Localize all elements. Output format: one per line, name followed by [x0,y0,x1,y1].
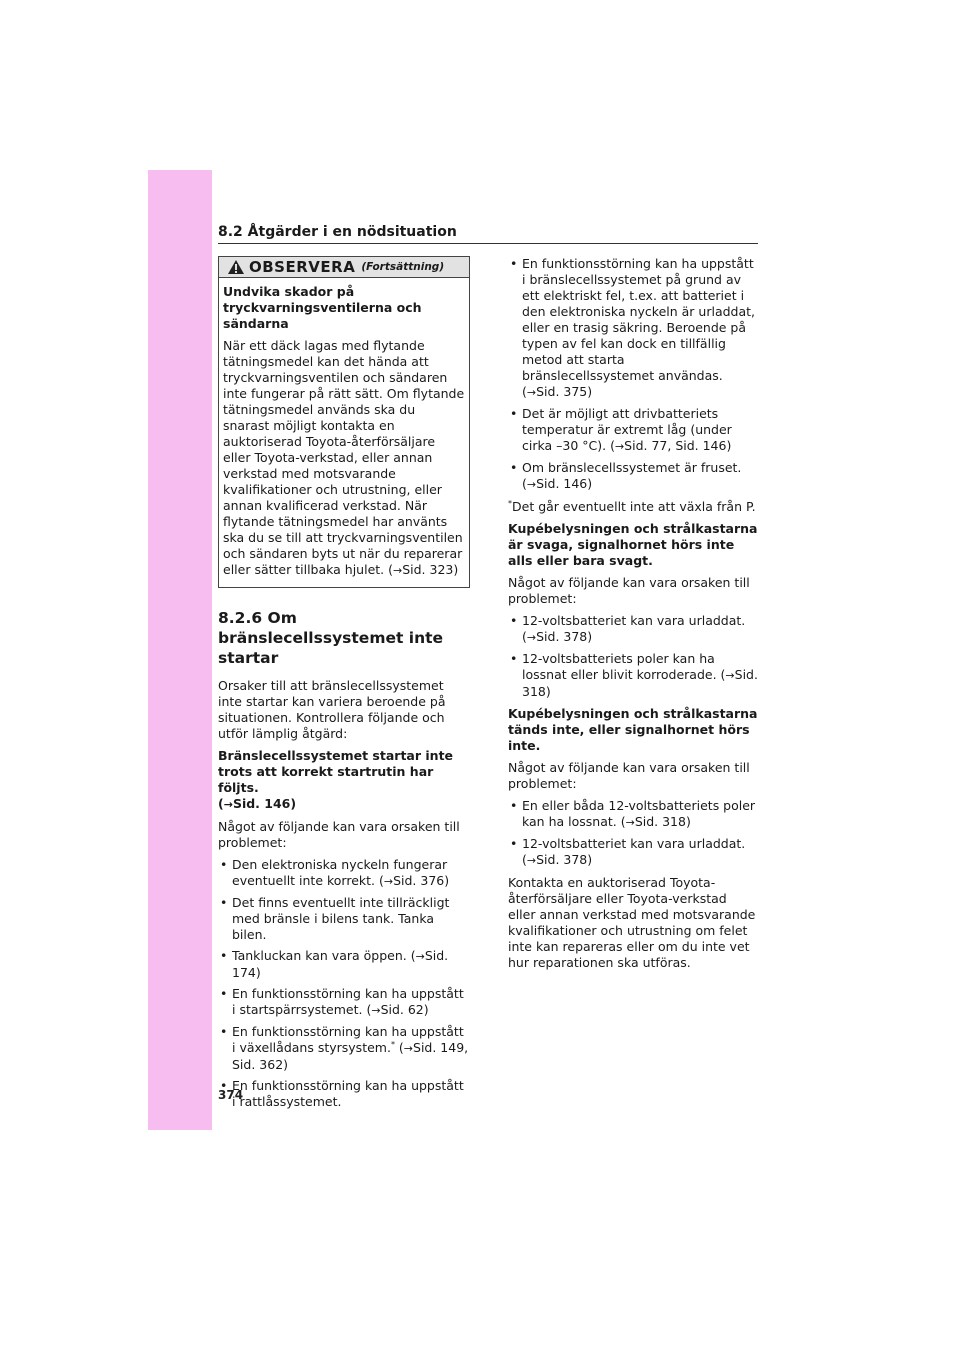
page-reference-link[interactable]: Sid. 375) [536,384,593,399]
chapter-sidebar-tab [148,170,212,1130]
section-intro: Orsaker till att bränslecellssystemet inte startar kan variera beroende på situationen. Kontrollera följande och utför lämplig åtgärd: [218,678,446,741]
page-reference-link[interactable]: Sid. 376) [393,873,450,888]
list-item: • En funktionsstörning kan ha uppstått i bränslecellssystemet på grund av ett elektriskt fel, t.ex. att batteriet i den elektroniska nyckeln är urladdat, eller en trasig säkring. Beroende på typen av fel kan dock en tillfällig metod att starta bränslecellssystemet användas. (→Sid. 375) [508,256,758,401]
cause-list [508,613,758,700]
page-reference-link[interactable]: Sid. 146) [232,796,297,811]
caution-subtitle: (Fortsättning) [361,261,445,273]
list-item: • 12-voltsbatteriet kan vara urladdat. (→Sid. 378) [508,613,758,646]
closing-text: Kontakta en auktoriserad Toyota-återförsäljare eller Toyota-verkstad eller annan verkstad med motsvarande kvalifikationer och utrustning om felet inte kan repareras eller om du inte vet hur reparationen ska utföras. [508,875,756,970]
case-intro: Något av följande kan vara orsaken till problemet: [508,575,750,606]
caution-title: OBSERVERA [249,258,356,276]
page-reference-link[interactable]: Sid. 378) [536,629,593,644]
list-item: • En funktionsstörning kan ha uppstått i växellådans styrsystem.* (→Sid. 149, Sid. 362) [218,1024,470,1073]
page-reference-link[interactable]: Sid. 149, Sid. 362) [232,1040,469,1072]
right-column [508,256,758,977]
list-item: • Den elektroniska nyckeln fungerar eventuellt inte korrekt. (→Sid. 376) [218,857,470,890]
list-item: • 12-voltsbatteriets poler kan ha lossnat eller blivit korroderade. (→Sid. 318) [508,651,758,700]
cause-list [218,857,470,1110]
case-heading: Kupébelysningen och strålkastarna tänds inte, eller signalhornet hörs inte. [508,706,758,753]
section-title: 8.2.6 Om bränslecellssystemet inte startar [218,609,444,667]
page-number: 374 [218,1088,244,1102]
caution-body [219,278,469,587]
page-reference-link[interactable]: Sid. 323) [402,562,459,577]
page-reference-link[interactable]: Sid. 77, Sid. 146) [624,438,732,453]
section-header: 8.2 Åtgärder i en nödsituation [218,224,758,244]
page-reference-link[interactable]: Sid. 378) [536,852,593,867]
page-reference-link[interactable]: Sid. 174) [232,948,449,980]
page-reference-link[interactable]: Sid. 146) [536,476,593,491]
list-item: • En funktionsstörning kan ha uppstått i rattlåssystemet. [218,1078,470,1110]
list-item: • En funktionsstörning kan ha uppstått i startspärrsystemet. (→Sid. 62) [218,986,470,1019]
list-item: • Det finns eventuellt inte tillräckligt med bränsle i bilens tank. Tanka bilen. [218,895,470,943]
page-reference-link[interactable]: Sid. 318) [522,667,758,699]
footnote-marker: * [390,1039,395,1049]
case-intro: Något av följande kan vara orsaken till problemet: [218,819,460,850]
page-reference-link[interactable]: Sid. 318) [634,814,691,829]
caution-box [218,256,470,588]
case-heading: Kupébelysningen och strålkastarna är svaga, signalhornet hörs inte alls eller bara svagt. [508,521,758,568]
cause-list-continued [508,256,758,493]
list-item: • Det är möjligt att drivbatteriets temperatur är extremt låg (under cirka –30 °C). (→Sid. 77, Sid. 146) [508,406,758,455]
list-item: • En eller båda 12-voltsbatteriets poler kan ha lossnat. (→Sid. 318) [508,798,758,831]
page-reference-link[interactable]: Sid. 62) [380,1002,429,1017]
caution-header [219,257,469,278]
case-intro: Något av följande kan vara orsaken till problemet: [508,760,750,791]
list-item: • Om bränslecellssystemet är fruset. (→Sid. 146) [508,460,758,493]
case-heading: Bränslecellssystemet startar inte trots att korrekt startrutin har följts. (→Sid. 146) [218,748,454,811]
cause-list [508,798,758,869]
left-column [218,256,470,1116]
caution-heading: Undvika skador på tryckvarningsventilerna och sändarna [223,284,422,331]
footnote: *Det går eventuellt inte att växla från P. [508,498,756,514]
warning-triangle-icon [227,259,245,275]
list-item: • Tankluckan kan vara öppen. (→Sid. 174) [218,948,470,981]
list-item: • 12-voltsbatteriet kan vara urladdat. (→Sid. 378) [508,836,758,869]
caution-text: När ett däck lagas med flytande tätningsmedel kan det hända att tryckvarningsventilen och sändaren inte fungerar på rätt sätt. Om flytande tätningsmedel används ska du snarast möjligt kontakta en auktoriserad Toyota-återförsäljare eller Toyota-verkstad, eller annan verkstad med motsvarande kvalifikationer och utrustning, eller annan kvalificerad verkstad. När flytande tätningsmedel har använts ska du se till att tryckvarningsventilen och sändaren byts ut när du reparerar eller sätter tillbaka hjulet. (→Sid. 323) [223,338,465,577]
